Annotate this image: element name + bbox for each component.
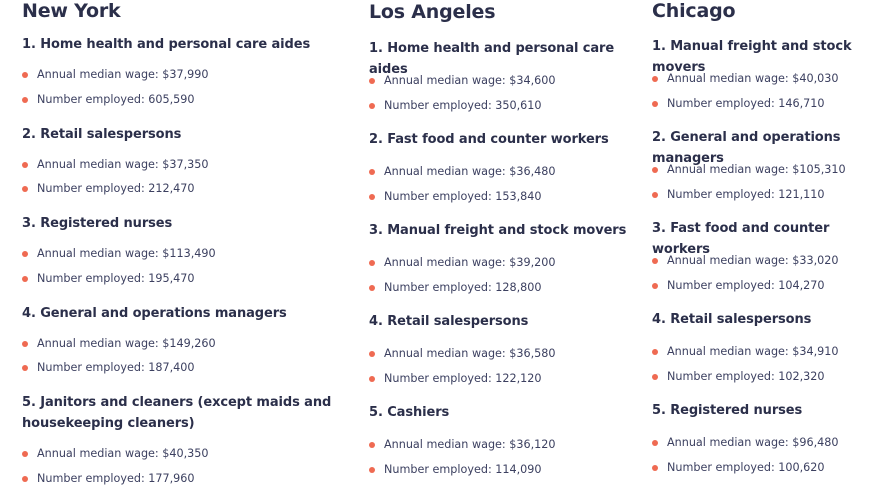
bullet-dot-icon: [22, 186, 28, 192]
list-item-text: Annual median wage: $149,260: [37, 337, 216, 350]
bullet-dot-icon: [652, 283, 658, 289]
occupation-title: 5. Registered nurses: [652, 403, 803, 418]
occupation-title: 4. General and operations managers: [22, 306, 287, 321]
median-wage-item: [22, 68, 209, 82]
list-item-text: Annual median wage: $36,480: [384, 165, 556, 178]
list-item-text: Annual median wage: $37,990: [37, 68, 209, 81]
bullet-dot-icon: [22, 97, 28, 103]
occupation-title: 1. Manual freight and stock movers: [652, 39, 852, 75]
median-wage-item: [22, 247, 216, 261]
number-employed-item: [369, 281, 542, 295]
number-employed-item: [22, 361, 195, 375]
median-wage-item: [652, 254, 839, 268]
list-item-text: Number employed: 146,710: [667, 97, 825, 110]
bullet-dot-icon: [22, 341, 28, 347]
bullet-dot-icon: [22, 72, 28, 78]
number-employed-item: [652, 279, 825, 293]
number-employed-item: [369, 463, 542, 477]
list-item-text: Annual median wage: $40,030: [667, 72, 839, 85]
bullet-dot-icon: [652, 465, 658, 471]
list-item-text: Number employed: 195,470: [37, 272, 195, 285]
bullet-dot-icon: [369, 442, 375, 448]
list-item-text: Annual median wage: $34,910: [667, 345, 839, 358]
list-item-text: Annual median wage: $37,350: [37, 158, 209, 171]
city-heading: New York: [22, 0, 121, 22]
list-item-text: Annual median wage: $33,020: [667, 254, 839, 267]
city-heading: Los Angeles: [369, 1, 496, 23]
number-employed-item: [652, 188, 825, 202]
list-item-text: Number employed: 187,400: [37, 361, 195, 374]
median-wage-item: [22, 158, 209, 172]
number-employed-item: [652, 370, 825, 384]
median-wage-item: [652, 72, 839, 86]
list-item-text: Annual median wage: $39,200: [384, 256, 556, 269]
median-wage-item: [652, 163, 846, 177]
list-item-text: Number employed: 102,320: [667, 370, 825, 383]
bullet-dot-icon: [22, 276, 28, 282]
list-item-text: Number employed: 350,610: [384, 99, 542, 112]
bullet-dot-icon: [369, 351, 375, 357]
occupation-title: 5. Cashiers: [369, 405, 450, 420]
list-item-text: Annual median wage: $96,480: [667, 436, 839, 449]
list-item-text: Number employed: 114,090: [384, 463, 542, 476]
list-item-text: Number employed: 605,590: [37, 93, 195, 106]
list-item-text: Number employed: 121,110: [667, 188, 825, 201]
city-heading: Chicago: [652, 0, 736, 22]
bullet-dot-icon: [652, 349, 658, 355]
list-item-text: Annual median wage: $105,310: [667, 163, 846, 176]
occupation-title: 2. Fast food and counter workers: [369, 132, 609, 147]
bullet-dot-icon: [652, 374, 658, 380]
list-item-text: Annual median wage: $113,490: [37, 247, 216, 260]
bullet-dot-icon: [652, 167, 658, 173]
list-item-text: Number employed: 153,840: [384, 190, 542, 203]
list-item-text: Number employed: 100,620: [667, 461, 825, 474]
list-item-text: Annual median wage: $40,350: [37, 447, 209, 460]
list-item-text: Annual median wage: $34,600: [384, 74, 556, 87]
bullet-dot-icon: [369, 194, 375, 200]
list-item-text: Number employed: 212,470: [37, 182, 195, 195]
bullet-dot-icon: [652, 258, 658, 264]
occupation-title: 4. Retail salespersons: [369, 314, 529, 329]
list-item-text: Number employed: 122,120: [384, 372, 542, 385]
number-employed-item: [22, 93, 195, 107]
bullet-dot-icon: [22, 162, 28, 168]
bullet-dot-icon: [369, 260, 375, 266]
bullet-dot-icon: [22, 476, 28, 482]
median-wage-item: [369, 347, 556, 361]
list-item-text: Number employed: 128,800: [384, 281, 542, 294]
bullet-dot-icon: [22, 365, 28, 371]
median-wage-item: [369, 165, 556, 179]
bullet-dot-icon: [369, 285, 375, 291]
median-wage-item: [652, 436, 839, 450]
occupation-title: 3. Fast food and counter workers: [652, 221, 830, 257]
occupation-title: 2. Retail salespersons: [22, 127, 182, 142]
bullet-dot-icon: [369, 169, 375, 175]
bullet-dot-icon: [652, 440, 658, 446]
bullet-dot-icon: [652, 192, 658, 198]
list-item-text: Number employed: 104,270: [667, 279, 825, 292]
number-employed-item: [369, 190, 542, 204]
number-employed-item: [22, 472, 195, 486]
list-item-text: Annual median wage: $36,120: [384, 438, 556, 451]
median-wage-item: [22, 337, 216, 351]
median-wage-item: [652, 345, 839, 359]
occupation-title: 2. General and operations managers: [652, 130, 841, 166]
bullet-dot-icon: [22, 451, 28, 457]
bullet-dot-icon: [652, 76, 658, 82]
number-employed-item: [652, 97, 825, 111]
occupation-title: 1. Home health and personal care aides: [22, 37, 311, 52]
occupation-title: 3. Registered nurses: [22, 216, 173, 231]
occupation-title: 3. Manual freight and stock movers: [369, 223, 627, 238]
bullet-dot-icon: [369, 467, 375, 473]
list-item-text: Number employed: 177,960: [37, 472, 195, 485]
number-employed-item: [22, 182, 195, 196]
median-wage-item: [369, 256, 556, 270]
median-wage-item: [369, 74, 556, 88]
number-employed-item: [369, 99, 542, 113]
occupation-title: 5. Janitors and cleaners (except maids and housekeeping cleaners): [22, 395, 332, 431]
median-wage-item: [369, 438, 556, 452]
bullet-dot-icon: [22, 251, 28, 257]
number-employed-item: [22, 272, 195, 286]
number-employed-item: [652, 461, 825, 475]
number-employed-item: [369, 372, 542, 386]
bullet-dot-icon: [369, 376, 375, 382]
bullet-dot-icon: [369, 103, 375, 109]
list-item-text: Annual median wage: $36,580: [384, 347, 556, 360]
median-wage-item: [22, 447, 209, 461]
occupation-title: 1. Home health and personal care aides: [369, 41, 615, 77]
bullet-dot-icon: [369, 78, 375, 84]
bullet-dot-icon: [652, 101, 658, 107]
occupation-title: 4. Retail salespersons: [652, 312, 812, 327]
